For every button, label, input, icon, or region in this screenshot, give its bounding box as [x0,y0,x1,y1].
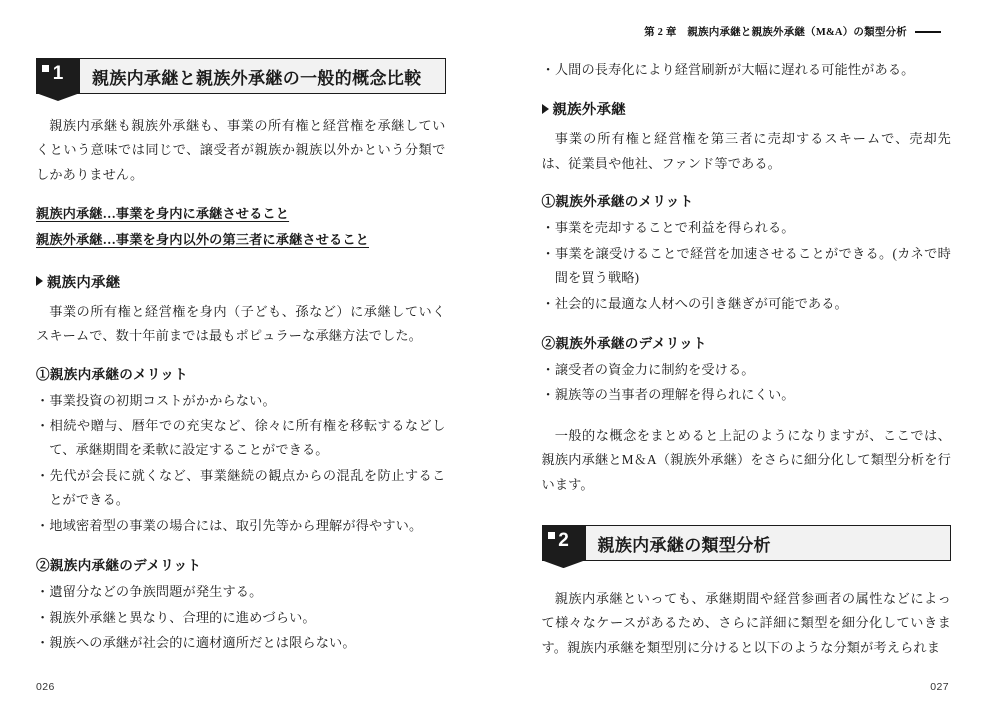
running-head [644,24,941,39]
page-number-left: 026 [36,681,55,693]
list-item: ・ 事業を譲受けることで経営を加速させることができる。(カネで時間を買う戦略) [542,242,952,291]
top-bullet-list-right [542,58,952,82]
merit-heading-left: ①親族内承継のメリット [36,366,188,382]
list-item: ・ 遺留分などの争族問題が発生する。 [36,580,446,604]
list-item: ・ 事業投資の初期コストがかからない。 [36,389,446,413]
section-header-1 [36,58,446,94]
demerit-list-left [36,580,446,655]
definition-block [36,201,446,252]
list-item: ・ 親族への承継が社会的に適材適所だとは限らない。 [36,631,446,655]
page-number-right: 027 [930,681,949,693]
page-columns [0,58,987,713]
right-closing-paragraph: 一般的な概念をまとめると上記のようになりますが、ここでは、親族内承継とM＆A（親族外承継）をさらに細分化して類型分析を行います。 [541,427,951,492]
left-sub-body: 事業の所有権と経営権を身内（子ども、孫など）に承継していくスキームで、数十年前までは最もポピュラーな承継方法でした。 [36,303,446,344]
list-item: ・ 事業を売却することで利益を得られる。 [542,216,952,240]
triangle-bullet-icon [542,104,549,114]
left-intro-paragraph: 親族内承継も親族外承継も、事業の所有権と経営権を承継していくという意味では同じで、譲受者が親族か親族以外かという分類でしかありません。 [36,118,446,182]
definition-line-1: 親族内承継…事業を身内に承継させること [36,206,290,222]
list-item: ・ 地域密着型の事業の場合には、取引先等から理解が得やすい。 [36,514,446,538]
running-head-text: 第 2 章 親族内承継と親族外承継（M&A）の類型分析 [644,27,907,38]
list-item: ・ 先代が会長に就くなど、事業継続の観点からの混乱を防止することができる。 [36,464,446,513]
demerit-heading-right: ②親族外承継のデメリット [541,335,707,351]
demerit-list-right [542,358,952,408]
right-after-section-paragraph: 親族内承継といっても、承継期間や経営参画者の属性などによって様々なケースがあるため、さらに詳細に類型を細分化していきます。親族内承継を類型別に分けると以下のような分類が考えられま [541,591,951,655]
list-item: ・ 相続や贈与、暦年での充実など、徐々に所有権を移転するなどして、承継期間を柔軟に設定することができる。 [36,414,446,463]
demerit-heading-left: ②親族内承継のデメリット [36,558,202,574]
list-item: ・ 譲受者の資金力に制約を受ける。 [542,358,952,382]
merit-list-left [36,389,446,539]
subheading-external-succession-label: 親族外承継 [552,102,626,119]
merit-list-right [542,216,952,316]
subheading-external-succession [542,98,952,119]
section-number-1: 1 [52,63,64,84]
right-column [494,58,987,713]
list-item: ・ 親族外承継と異なり、合理的に進めづらい。 [36,606,446,630]
subheading-internal-succession-label: 親族内承継 [47,274,121,291]
list-item: ・ 親族等の当事者の理解を得られにくい。 [542,383,952,407]
section-title-1: 親族内承継と親族外承継の一般的概念比較 [80,58,446,94]
section-number-badge-2 [542,525,586,561]
section-title-2: 親族内承継の類型分析 [586,525,952,561]
list-item: ・ 社会的に最適な人材への引き継ぎが可能である。 [542,292,952,316]
section-number-2: 2 [558,530,569,552]
section-header-2 [542,525,952,561]
right-sub-body: 事業の所有権と経営権を第三者に売却するスキームで、売却先は、従業員や他社、ファンド等である。 [541,131,951,171]
square-marker-icon [42,65,49,72]
definition-line-2: 親族外承継…事業を身内以外の第三者に承継させること [36,232,369,247]
section-number-badge-1 [36,58,80,94]
subheading-internal-succession [36,271,446,292]
square-marker-icon [548,532,555,539]
triangle-bullet-icon [36,276,43,286]
left-column [0,58,494,713]
running-head-rule [915,31,941,33]
list-item: ・ 人間の長寿化により経営刷新が大幅に遅れる可能性がある。 [542,58,952,82]
merit-heading-right: ①親族外承継のメリット [541,194,694,210]
